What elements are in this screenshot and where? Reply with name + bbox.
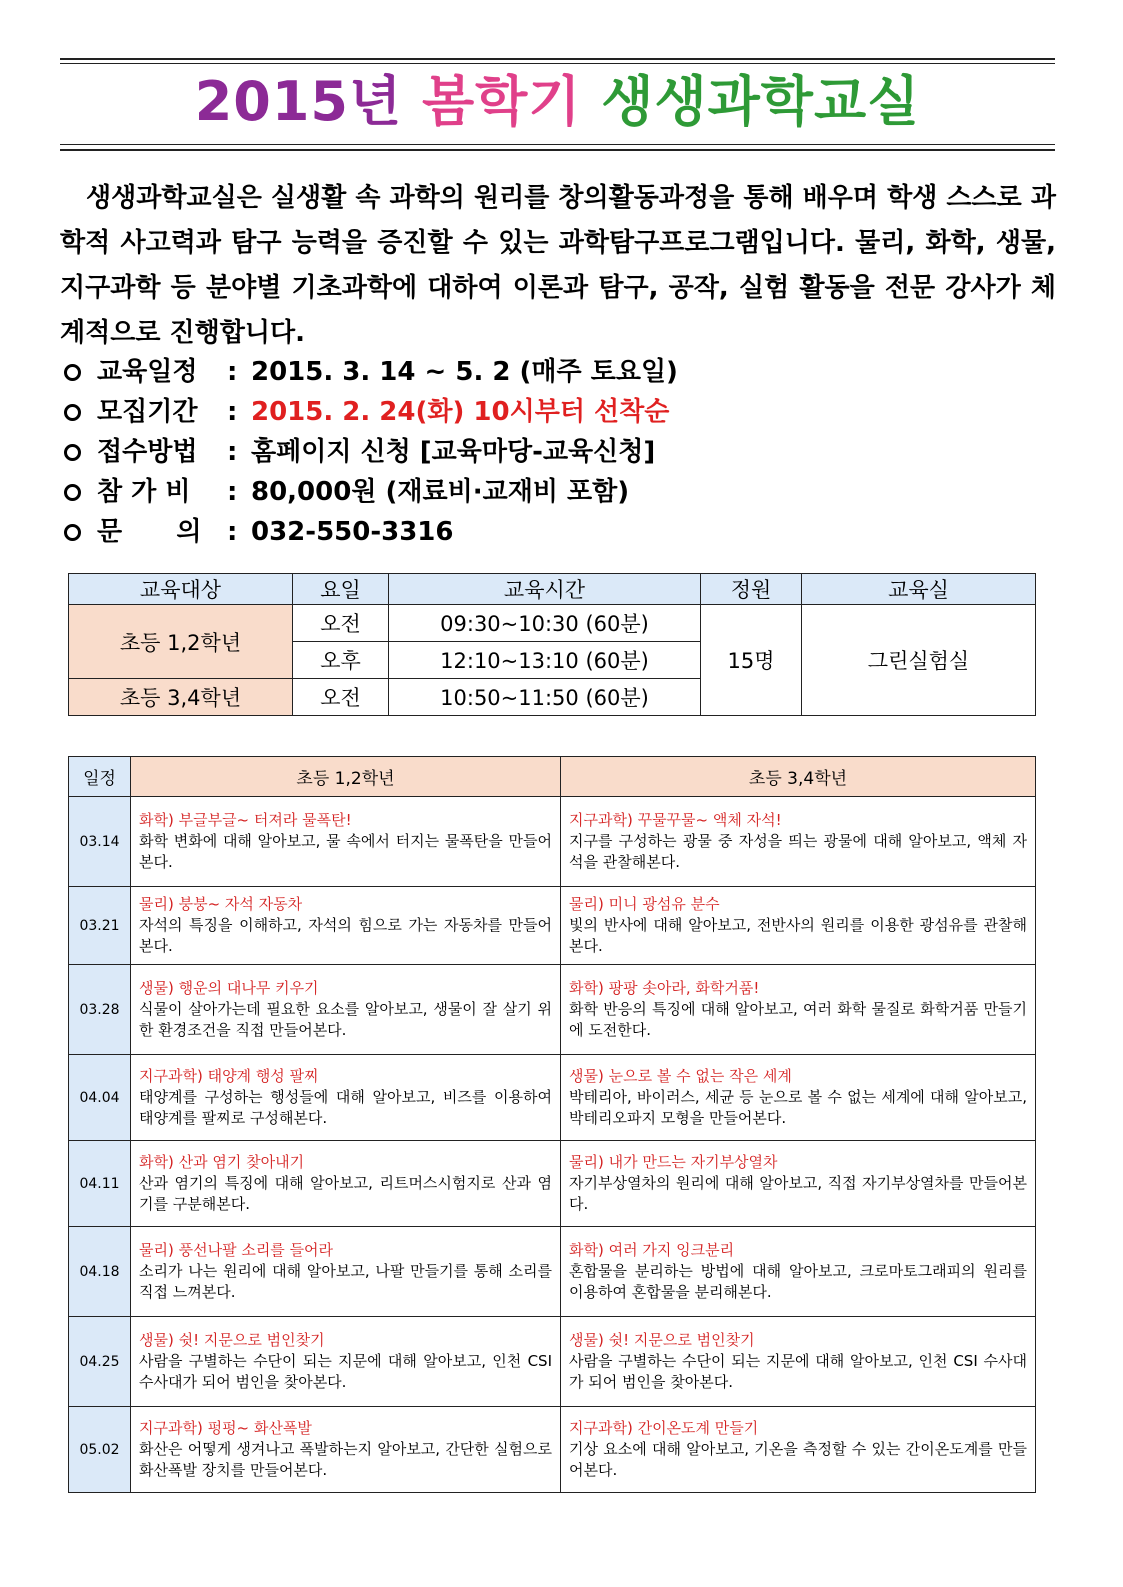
- lesson-description: 식물이 살아가는데 필요한 요소를 알아보고, 생물이 잘 살기 위한 환경조건을 직접 만들어본다.: [139, 1000, 552, 1039]
- lesson-title: 화학) 여러 가지 잉크분리: [569, 1241, 735, 1259]
- curriculum-cell-g12: [131, 1055, 561, 1141]
- circle-bullet-icon: [64, 444, 81, 461]
- curriculum-header-g34: 초등 3,4학년: [561, 757, 1036, 797]
- table-row: [69, 1055, 1036, 1141]
- info-item-fee: 참 가 비 : 80,000원 (재료비·교재비 포함): [62, 472, 1052, 512]
- time-cell: 09:30~10:30 (60분): [389, 605, 701, 642]
- lesson-description: 자기부상열차의 원리에 대해 알아보고, 직접 자기부상열차를 만들어본다.: [569, 1174, 1027, 1213]
- schedule-table: [68, 573, 1036, 716]
- curriculum-cell-g34: [561, 1407, 1036, 1493]
- info-label: 참 가 비: [97, 477, 191, 507]
- lesson-title: 생물) 눈으로 볼 수 없는 작은 세계: [569, 1067, 792, 1085]
- lesson-title: 물리) 붕붕~ 자석 자동차: [139, 895, 303, 913]
- table-row: [69, 1407, 1036, 1493]
- target-group: 초등 1,2학년: [69, 605, 293, 679]
- day-cell: 오후: [293, 642, 389, 679]
- curriculum-date: 03.21: [69, 887, 131, 965]
- page-title: [60, 64, 1055, 140]
- lesson-description: 사람을 구별하는 수단이 되는 지문에 대해 알아보고, 인천 CSI 수사대가 되어 범인을 찾아본다.: [139, 1352, 552, 1391]
- curriculum-cell-g34: [561, 1055, 1036, 1141]
- lesson-title: 물리) 미니 광섬유 분수: [569, 895, 720, 913]
- curriculum-table: [68, 756, 1036, 1493]
- table-row: [69, 887, 1036, 965]
- lesson-title: 물리) 내가 만드는 자기부상열차: [569, 1153, 778, 1171]
- curriculum-date: 05.02: [69, 1407, 131, 1493]
- curriculum-cell-g12: [131, 1407, 561, 1493]
- schedule-header: 정원: [701, 574, 802, 605]
- info-item-apply: 접수방법 : 홈페이지 신청 [교육마당-교육신청]: [62, 432, 1052, 472]
- lesson-title: 물리) 풍선나팔 소리를 들어라: [139, 1241, 334, 1259]
- info-value: 2015. 2. 24(화) 10시부터 선착순: [251, 397, 670, 427]
- curriculum-header-date: 일정: [69, 757, 131, 797]
- bottom-rule: [60, 149, 1055, 151]
- lesson-description: 태양계를 구성하는 행성들에 대해 알아보고, 비즈를 이용하여 태양계를 팔찌로 구성해본다.: [139, 1088, 552, 1127]
- lesson-description: 화학 변화에 대해 알아보고, 물 속에서 터지는 물폭탄을 만들어본다.: [139, 832, 552, 871]
- intro-paragraph: 생생과학교실은 실생활 속 과학의 원리를 창의활동과정을 통해 배우며 학생 스스로 과학적 사고력과 탐구 능력을 증진할 수 있는 과학탐구프로그램입니다. 물리, 화학, 생물, 지구과학 등 분야별 기초과학에 대하여 이론과 탐구, 공작, 실험 활동을 전문 강사가 체계적으로 진행합니다.: [60, 183, 1056, 348]
- lesson-title: 지구과학) 태양계 행성 팔찌: [139, 1067, 319, 1085]
- info-list: [62, 352, 1052, 552]
- lesson-description: 산과 염기의 특징에 대해 알아보고, 리트머스시험지로 산과 염기를 구분해본다.: [139, 1174, 552, 1213]
- curriculum-date: 03.14: [69, 797, 131, 887]
- circle-bullet-icon: [64, 484, 81, 501]
- curriculum-header-g12: 초등 1,2학년: [131, 757, 561, 797]
- info-item-recruit: 모집기간 : 2015. 2. 24(화) 10시부터 선착순: [62, 392, 1052, 432]
- curriculum-date: 04.11: [69, 1141, 131, 1227]
- curriculum-date: 04.04: [69, 1055, 131, 1141]
- curriculum-cell-g34: [561, 965, 1036, 1055]
- title-name: 생생과학교실: [601, 70, 921, 133]
- info-value: 80,000원 (재료비·교재비 포함): [251, 477, 630, 507]
- circle-bullet-icon: [64, 524, 81, 541]
- curriculum-date: 04.25: [69, 1317, 131, 1407]
- day-cell: 오전: [293, 679, 389, 716]
- lesson-title: 생물) 쉿! 지문으로 범인찾기: [569, 1331, 755, 1349]
- curriculum-cell-g12: [131, 965, 561, 1055]
- info-value: 032-550-3316: [251, 517, 454, 547]
- target-group: 초등 3,4학년: [69, 679, 293, 716]
- curriculum-cell-g34: [561, 1317, 1036, 1407]
- lesson-title: 생물) 쉿! 지문으로 범인찾기: [139, 1331, 325, 1349]
- day-cell: 오전: [293, 605, 389, 642]
- curriculum-date: 04.18: [69, 1227, 131, 1317]
- info-label: 교육일정: [97, 357, 198, 387]
- lesson-description: 지구를 구성하는 광물 중 자성을 띄는 광물에 대해 알아보고, 액체 자석을 관찰해본다.: [569, 832, 1027, 871]
- info-value: 홈페이지 신청 [교육마당-교육신청]: [251, 437, 656, 467]
- lesson-description: 기상 요소에 대해 알아보고, 기온을 측정할 수 있는 간이온도계를 만들어본다.: [569, 1440, 1027, 1479]
- circle-bullet-icon: [64, 364, 81, 381]
- lesson-description: 혼합물을 분리하는 방법에 대해 알아보고, 크로마토그래피의 원리를 이용하여 혼합물을 분리해본다.: [569, 1262, 1027, 1301]
- info-item-schedule: 교육일정 : 2015. 3. 14 ~ 5. 2 (매주 토요일): [62, 352, 1052, 392]
- info-label: 접수방법: [97, 437, 198, 467]
- lesson-description: 소리가 나는 원리에 대해 알아보고, 나팔 만들기를 통해 소리를 직접 느껴본다.: [139, 1262, 552, 1301]
- table-row: [69, 797, 1036, 887]
- schedule-header: 요일: [293, 574, 389, 605]
- lesson-title: 화학) 산과 염기 찾아내기: [139, 1153, 305, 1171]
- lesson-description: 박테리아, 바이러스, 세균 등 눈으로 볼 수 없는 세계에 대해 알아보고, 박테리오파지 모형을 만들어본다.: [569, 1088, 1027, 1127]
- bottom-rule-thin: [60, 144, 1055, 145]
- curriculum-cell-g34: [561, 1141, 1036, 1227]
- curriculum-date: 03.28: [69, 965, 131, 1055]
- lesson-title: 화학) 부글부글~ 터져라 물폭탄!: [139, 811, 352, 829]
- table-row: [69, 965, 1036, 1055]
- info-label: 문 의: [97, 517, 202, 547]
- lesson-title: 생물) 행운의 대나무 키우기: [139, 979, 319, 997]
- schedule-header: 교육실: [802, 574, 1036, 605]
- top-rule: [60, 58, 1055, 60]
- info-item-contact: 문 의 : 032-550-3316: [62, 512, 1052, 552]
- lesson-title: 지구과학) 꾸물꾸물~ 액체 자석!: [569, 811, 782, 829]
- table-row: [69, 1317, 1036, 1407]
- curriculum-cell-g34: [561, 797, 1036, 887]
- curriculum-cell-g34: [561, 887, 1036, 965]
- lesson-title: 화학) 팡팡 솟아라, 화학거품!: [569, 979, 760, 997]
- lesson-title: 지구과학) 펑펑~ 화산폭발: [139, 1419, 312, 1437]
- table-row: [69, 1227, 1036, 1317]
- lesson-description: 사람을 구별하는 수단이 되는 지문에 대해 알아보고, 인천 CSI 수사대가 되어 범인을 찾아본다.: [569, 1352, 1027, 1391]
- curriculum-cell-g12: [131, 887, 561, 965]
- lesson-description: 빛의 반사에 대해 알아보고, 전반사의 원리를 이용한 광섬유를 관찰해본다.: [569, 916, 1027, 955]
- title-season: 봄학기: [421, 70, 582, 133]
- room-cell: 그린실험실: [802, 605, 1036, 716]
- table-row: [69, 605, 1036, 642]
- curriculum-cell-g34: [561, 1227, 1036, 1317]
- lesson-description: 자석의 특징을 이해하고, 자석의 힘으로 가는 자동차를 만들어본다.: [139, 916, 552, 955]
- capacity-cell: 15명: [701, 605, 802, 716]
- schedule-header: 교육시간: [389, 574, 701, 605]
- schedule-header-row: [69, 574, 1036, 605]
- time-cell: 10:50~11:50 (60분): [389, 679, 701, 716]
- curriculum-header-row: [69, 757, 1036, 797]
- lesson-description: 화산은 어떻게 생겨나고 폭발하는지 알아보고, 간단한 실험으로 화산폭발 장치를 만들어본다.: [139, 1440, 552, 1479]
- time-cell: 12:10~13:10 (60분): [389, 642, 701, 679]
- table-row: [69, 1141, 1036, 1227]
- info-label: 모집기간: [97, 397, 198, 427]
- curriculum-cell-g12: [131, 1227, 561, 1317]
- info-value: 2015. 3. 14 ~ 5. 2 (매주 토요일): [251, 357, 678, 387]
- curriculum-cell-g12: [131, 797, 561, 887]
- lesson-description: 화학 반응의 특징에 대해 알아보고, 여러 화학 물질로 화학거품 만들기에 도전한다.: [569, 1000, 1027, 1039]
- circle-bullet-icon: [64, 404, 81, 421]
- curriculum-cell-g12: [131, 1317, 561, 1407]
- schedule-header: 교육대상: [69, 574, 293, 605]
- title-year: 2015년: [194, 70, 403, 133]
- curriculum-cell-g12: [131, 1141, 561, 1227]
- lesson-title: 지구과학) 간이온도계 만들기: [569, 1419, 759, 1437]
